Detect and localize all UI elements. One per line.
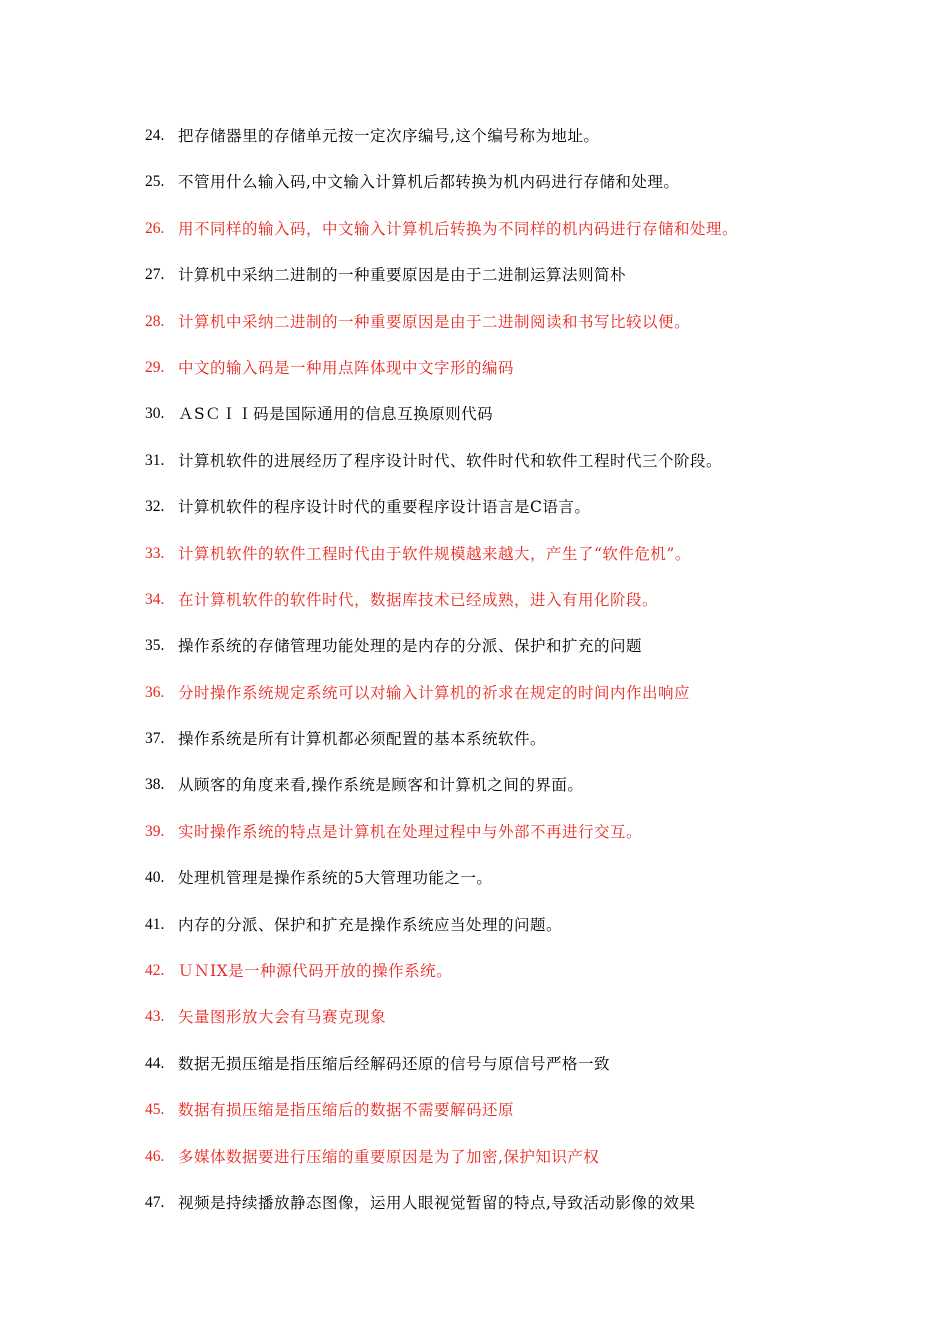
item-number: 28.: [145, 312, 165, 330]
list-item: [145, 727, 935, 773]
list-item: [145, 913, 935, 959]
item-number: 36.: [145, 683, 165, 701]
item-number: 47.: [145, 1193, 165, 1211]
list-item: [145, 1052, 935, 1098]
item-number: 41.: [145, 915, 165, 933]
item-number: 43.: [145, 1008, 165, 1026]
list-item: [145, 310, 935, 356]
item-number: 30.: [145, 405, 165, 423]
item-number: 39.: [145, 822, 165, 840]
item-number: 25.: [145, 173, 165, 191]
item-number: 45.: [145, 1101, 165, 1119]
item-number: 29.: [145, 358, 165, 376]
list-item: [145, 820, 935, 866]
statement-list: [145, 124, 935, 1237]
list-item: [145, 773, 935, 819]
item-text: 不管用什么输入码,中文输入计算机后都转换为机内码进行存储和处理。: [178, 173, 680, 192]
item-number: 40.: [145, 869, 165, 887]
item-number: 34.: [145, 590, 165, 608]
list-item: [145, 217, 935, 263]
list-item: [145, 170, 935, 216]
item-text: 数据有损压缩是指压缩后的数据不需要解码还原: [178, 1101, 515, 1120]
item-text: 视频是持续播放静态图像，运用人眼视觉暂留的特点,导致活动影像的效果: [178, 1193, 696, 1212]
item-text: 在计算机软件的软件时代，数据库技术已经成熟，进入有用化阶段。: [178, 590, 659, 609]
item-number: 38.: [145, 776, 165, 794]
item-text: 计算机软件的进展经历了程序设计时代、软件时代和软件工程时代三个阶段。: [178, 451, 723, 470]
item-text: 矢量图形放大会有马赛克现象: [178, 1008, 387, 1027]
item-text: ＡSＣＩＩ码是国际通用的信息互换原则代码: [178, 405, 494, 424]
list-item: [145, 634, 935, 680]
item-text: 操作系统的存储管理功能处理的是内存的分派、保护和扩充的问题: [178, 637, 643, 656]
item-number: 26.: [145, 219, 165, 237]
list-item: [145, 356, 935, 402]
list-item: [145, 542, 935, 588]
item-text: 操作系统是所有计算机都必须配置的基本系统软件。: [178, 730, 547, 749]
item-number: 33.: [145, 544, 165, 562]
list-item: [145, 1145, 935, 1191]
item-number: 35.: [145, 637, 165, 655]
item-text: 分时操作系统规定系统可以对输入计算机的祈求在规定的时间内作出响应: [178, 683, 691, 702]
list-item: [145, 1098, 935, 1144]
list-item: [145, 263, 935, 309]
item-number: 44.: [145, 1054, 165, 1072]
item-number: 42.: [145, 962, 165, 980]
list-item: [145, 449, 935, 495]
item-text: 数据无损压缩是指压缩后经解码还原的信号与原信号严格一致: [178, 1054, 611, 1073]
item-text: 计算机中采纳二进制的一种重要原因是由于二进制运算法则简朴: [178, 266, 627, 285]
item-number: 31.: [145, 451, 165, 469]
item-number: 32.: [145, 498, 165, 516]
item-text: 计算机软件的程序设计时代的重要程序设计语言是C语言。: [178, 498, 591, 517]
item-text: 计算机中采纳二进制的一种重要原因是由于二进制阅读和书写比较以便。: [178, 312, 691, 331]
list-item: [145, 402, 935, 448]
item-text: 用不同样的输入码，中文输入计算机后转换为不同样的机内码进行存储和处理。: [178, 219, 739, 238]
item-text: 中文的输入码是一种用点阵体现中文字形的编码: [178, 358, 515, 377]
item-text: 计算机软件的软件工程时代由于软件规模越来越大，产生了“软件危机”。: [178, 544, 691, 563]
list-item: [145, 866, 935, 912]
item-number: 24.: [145, 127, 165, 144]
item-text: 实时操作系统的特点是计算机在处理过程中与外部不再进行交互。: [178, 822, 643, 841]
list-item: [145, 124, 935, 170]
list-item: [145, 1005, 935, 1051]
item-number: 27.: [145, 266, 165, 284]
list-item: [145, 1191, 935, 1237]
list-item: [145, 681, 935, 727]
item-text: ＵＮIX是一种源代码开放的操作系统。: [178, 962, 453, 981]
item-text: 内存的分派、保护和扩充是操作系统应当处理的问题。: [178, 915, 563, 934]
item-text: 从顾客的角度来看,操作系统是顾客和计算机之间的界面。: [178, 776, 584, 795]
list-item: [145, 959, 935, 1005]
item-number: 37.: [145, 730, 165, 748]
item-text: 处理机管理是操作系统的5大管理功能之一。: [178, 869, 493, 888]
item-text: 把存储器里的存储单元按一定次序编号,这个编号称为地址。: [178, 127, 600, 145]
list-item: [145, 588, 935, 634]
item-text: 多媒体数据要进行压缩的重要原因是为了加密,保护知识产权: [178, 1147, 600, 1166]
list-item: [145, 495, 935, 541]
item-number: 46.: [145, 1147, 165, 1165]
